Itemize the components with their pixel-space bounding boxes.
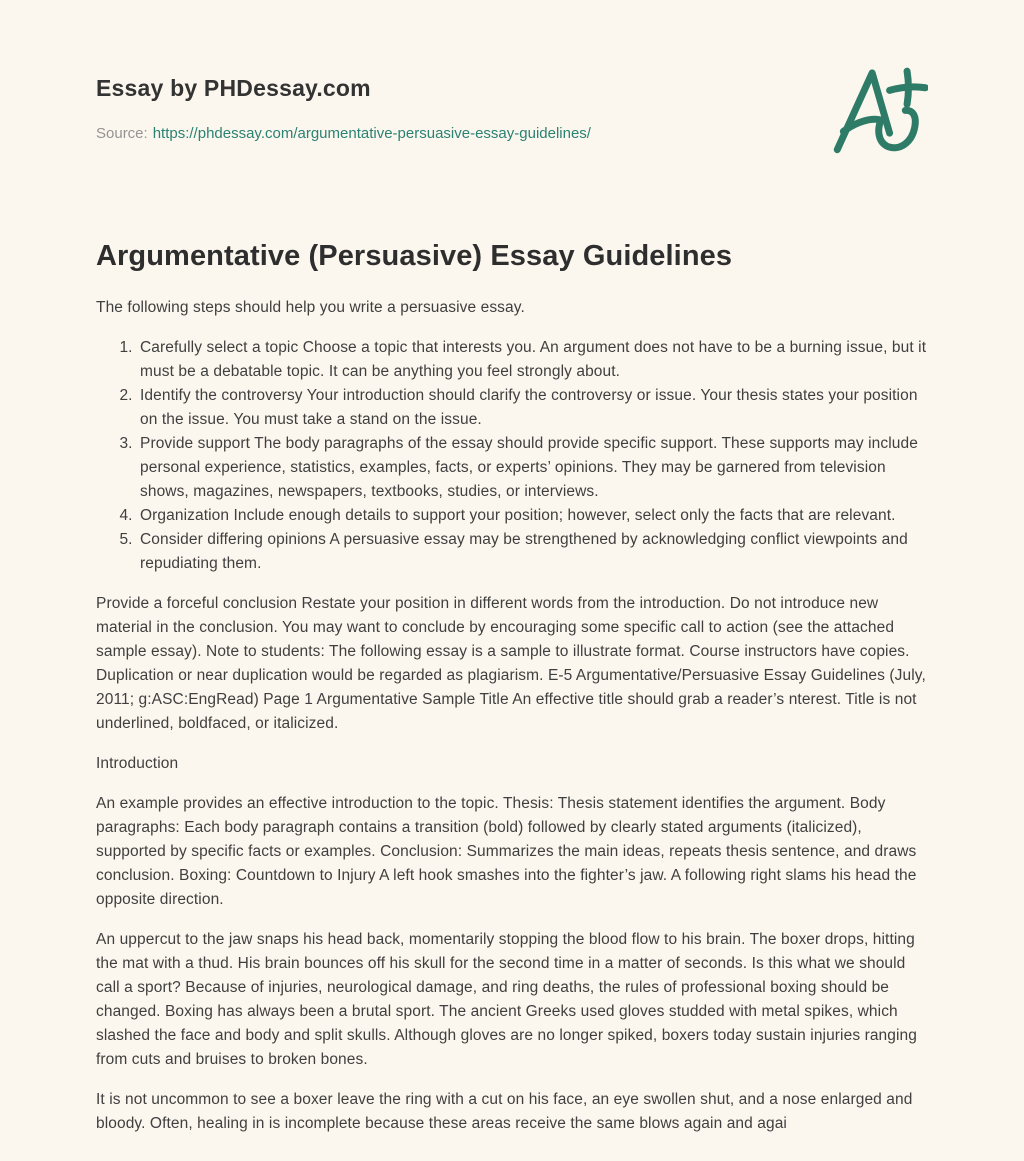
site-title: Essay by PHDessay.com: [96, 75, 371, 101]
step-item-2: 2. Identify the controversy Your introduction should clarify the controversy or issue. Your thesis states your position on the issue. You must take a stand on the issue.: [137, 384, 928, 432]
steps-list: [96, 336, 928, 576]
paragraph-example-structure: An example provides an effective introduction to the topic. Thesis: Thesis statement identifies the argument. Body paragraphs: Each body paragraph contains a transition (bold) followed by clearly stated arguments (italicized), supported by specific facts or examples. Conclusion: Summarizes the main ideas, repeats thesis sentence, and draws conclusion. Boxing: Countdown to Injury A left hook smashes into the fighter’s jaw. A following right slams his head the opposite direction.: [96, 795, 917, 908]
intro-paragraph: The following steps should help you write a persuasive essay.: [96, 299, 525, 316]
step-item-3: 3. Provide support The body paragraphs of the essay should provide specific support. These supports may include personal experience, statistics, examples, facts, or experts’ opinions. They may be garnered from television shows, magazines, newspapers, textbooks, studies, or interviews.: [137, 432, 928, 504]
step-item-1: 1. Carefully select a topic Choose a topic that interests you. An argument does not have to be a burning issue, but it must be a debatable topic. It can be anything you feel strongly about.: [137, 336, 928, 384]
step-item-4: 4. Organization Include enough details to support your position; however, select only the facts that are relevant.: [137, 504, 928, 528]
source-line: [96, 123, 591, 145]
header: [96, 74, 928, 158]
essay-title: Argumentative (Persuasive) Essay Guidelines: [96, 240, 733, 272]
source-label: Source:: [96, 125, 148, 142]
article: [96, 238, 928, 1136]
step-item-5: 5. Consider differing opinions A persuasive essay may be strengthened by acknowledging conflict viewpoints and repudiating them.: [137, 528, 928, 576]
a-plus-logo-icon: [832, 62, 928, 158]
source-link[interactable]: https://phdessay.com/argumentative-persuasive-essay-guidelines/: [152, 125, 591, 142]
paragraph-uppercut: An uppercut to the jaw snaps his head back, momentarily stopping the blood flow to his brain. The boxer drops, hitting the mat with a thud. His brain bounces off his skull for the second time in a matter of seconds. Is this what we should call a sport? Because of injuries, neurological damage, and ring deaths, the rules of professional boxing should be changed. Boxing has always been a brutal sport. The ancient Greeks used gloves studded with metal spikes, which slashed the face and body and split skulls. Although gloves are no longer spiked, boxers today sustain injuries ranging from cuts and bruises to broken bones.: [96, 931, 917, 1068]
section-label-introduction: Introduction: [96, 755, 179, 772]
paragraph-conclusion-guidelines: Provide a forceful conclusion Restate your position in different words from the introduction. Do not introduce new material in the conclusion. You may want to conclude by encouraging some specific call to action (see the attached sample essay). Note to students: The following essay is a sample to illustrate format. Course instructors have copies. Duplication or near duplication would be regarded as plagiarism. E-5 Argumentative/Persuasive Essay Guidelines (July, 2011; g:ASC:EngRead) Page 1 Argumentative Sample Title An effective title should grab a reader’s nterest. Title is not underlined, boldfaced, or italicized.: [96, 595, 926, 732]
paragraph-boxer-injuries: It is not uncommon to see a boxer leave the ring with a cut on his face, an eye swollen shut, and a nose enlarged and bloody. Often, healing in is incomplete because these areas receive the same blows again and agai: [96, 1091, 913, 1132]
header-text: [96, 74, 591, 145]
